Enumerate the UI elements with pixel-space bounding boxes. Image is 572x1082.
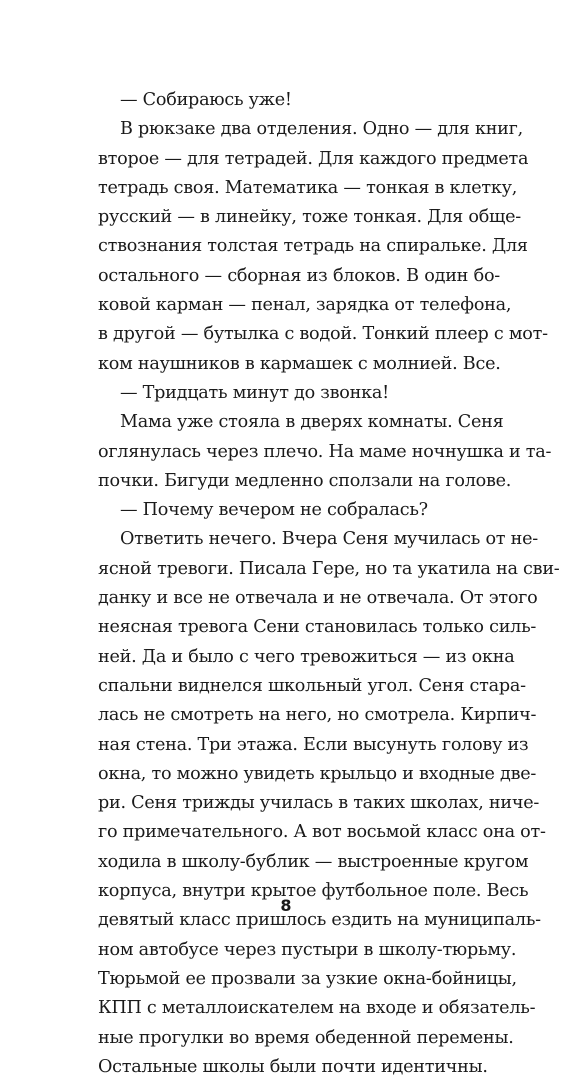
text-line: — Собираюсь уже!: [120, 90, 292, 110]
text-line: ходила в школу-бублик — выстроенные кругом: [98, 851, 529, 872]
text-line: Ответить нечего. Вчера Сеня мучилась от не-: [120, 529, 538, 550]
text-line: Тюрьмой ее прозвали за узкие окна-бойницы,: [98, 968, 517, 989]
text-line: русский — в линейку, тоже тонкая. Для обще-: [98, 207, 522, 228]
text-line: остального — сборная из блоков. В один бо-: [98, 265, 500, 286]
text-line: го примечательного. А вот восьмой класс она от-: [98, 822, 546, 843]
text-line: ствознания толстая тетрадь на спиральке. Для: [98, 236, 528, 257]
text-line: данку и все не отвечала и не отвечала. От этого: [98, 588, 538, 609]
text-line: девятый класс пришлось ездить на муниципаль-: [98, 910, 541, 931]
text-line: в другой — бутылка с водой. Тонкий плеер с мот-: [98, 324, 548, 345]
text-line: Остальные школы были почти идентичны.: [98, 1056, 488, 1077]
text-line: ри. Сеня трижды училась в таких школах, ниче-: [98, 793, 540, 814]
text-line: — Тридцать минут до звонка!: [120, 382, 389, 403]
text-line: окна, то можно увидеть крыльцо и входные две-: [98, 763, 537, 784]
text-line: ные прогулки во время обеденной перемены.: [98, 1027, 514, 1048]
text-line: неясная тревога Сени становилась только силь-: [98, 617, 537, 638]
text-line: В рюкзаке два отделения. Одно — для книг,: [120, 119, 523, 140]
text-line: ном автобусе через пустыри в школу-тюрьму.: [98, 939, 517, 960]
text-line: ней. Да и было с чего тревожиться — из окна: [98, 646, 515, 667]
text-line: второе — для тетрадей. Для каждого предмета: [98, 148, 529, 169]
text-line: почки. Бигуди медленно сползали на голове.: [98, 470, 512, 491]
text-line: тетрадь своя. Математика — тонкая в клетку,: [98, 177, 518, 198]
text-line: КПП с металлоискателем на входе и обязатель-: [98, 998, 536, 1019]
text-line: ком наушников в кармашек с молнией. Все.: [98, 353, 501, 374]
text-line: оглянулась через плечо. На маме ночнушка и та-: [98, 441, 552, 462]
text-line: ясной тревоги. Писала Гере, но та укатила на сви-: [98, 558, 560, 579]
text-line: Мама уже стояла в дверях комнаты. Сеня: [120, 412, 504, 433]
text-line: — Почему вечером не собралась?: [120, 500, 428, 521]
text-line: ная стена. Три этажа. Если высунуть голову из: [98, 734, 529, 755]
page-number: 8: [280, 896, 292, 915]
text-line: спальни виднелся школьный угол. Сеня стара-: [98, 675, 526, 696]
text-line: лась не смотреть на него, но смотрела. Кирпич-: [98, 705, 537, 726]
text-line: ковой карман — пенал, зарядка от телефона,: [98, 295, 512, 316]
body-text: [98, 86, 560, 1082]
text-line: корпуса, внутри крытое футбольное поле. Весь: [98, 881, 529, 902]
